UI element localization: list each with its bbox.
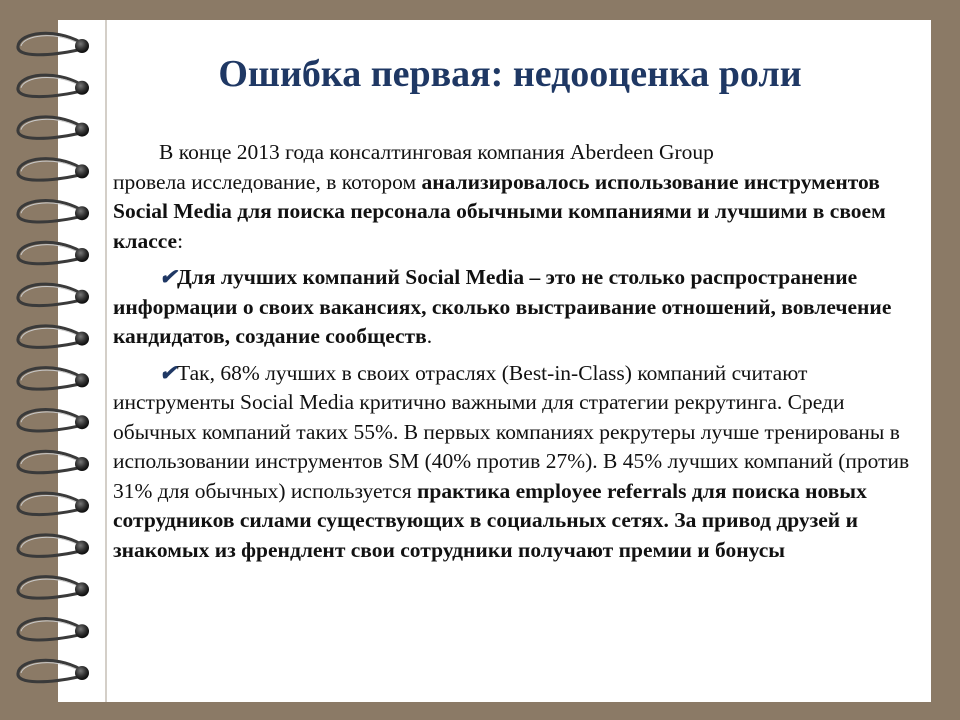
binding-hole — [75, 164, 89, 178]
slide-body — [113, 138, 913, 565]
bullet-2-bold: практика employee referrals для поиска новых сотрудников силами существующих в социальных сетях. За привод друзей и знакомых из френдлент свои сотрудники получают премии и бонусы — [113, 478, 867, 562]
bullet-1-end: . — [426, 324, 433, 348]
bullet-2 — [113, 359, 913, 566]
spiral-ring — [18, 326, 80, 347]
intro-line1: В конце 2013 года консалтинговая компания Aberdeen Group — [159, 140, 714, 164]
binding-hole — [75, 499, 89, 513]
spiral-ring — [18, 409, 80, 430]
binding-hole — [75, 457, 89, 471]
spiral-ring — [18, 660, 80, 681]
spiral-ring — [18, 368, 80, 389]
binding-hole — [75, 415, 89, 429]
binding-hole — [75, 582, 89, 596]
spiral-ring — [18, 284, 80, 305]
spiral-ring — [18, 200, 80, 221]
spiral-ring — [18, 577, 80, 598]
binding-hole — [75, 290, 89, 304]
binding-hole — [75, 123, 89, 137]
intro-paragraph — [113, 138, 913, 256]
slide-title: Ошибка первая: недооценка роли — [218, 53, 802, 95]
spiral-ring — [18, 618, 80, 639]
binding-hole — [75, 624, 89, 638]
spiral-ring — [18, 242, 80, 263]
binding-hole — [75, 541, 89, 555]
spiral-ring — [18, 117, 80, 138]
spiral-ring — [18, 75, 80, 96]
intro-end: : — [177, 228, 184, 253]
spiral-ring — [18, 159, 80, 180]
binding-hole — [75, 39, 89, 53]
binding-hole — [75, 666, 89, 680]
checkmark-icon: ✔ — [159, 360, 178, 385]
spiral-ring — [18, 535, 80, 556]
spiral-binding-icon — [0, 0, 110, 720]
bullet-2-text: Так, 68% лучших в своих отраслях (Best-in-Class) компаний считают инструменты Social Media критично важными для стратегии рекрутинга. Среди обычных компаний таких 55%. В первых компаниях рекрутеры лучше тренированы в использовании инструментов SM (40% против 27%). В 45% лучших компаний (против 31% для обычных) используется — [113, 360, 910, 503]
binding-hole — [75, 206, 89, 220]
checkmark-icon: ✔ — [159, 265, 178, 289]
spiral-ring — [18, 493, 80, 514]
binding-hole — [75, 248, 89, 262]
bullet-1 — [113, 263, 913, 352]
bullet-1-bold: Для лучших компаний Social Media – это не столько распространение информации о своих вакансиях, сколько выстраивание отношений, вовлечение кандидатов, создание сообществ — [113, 265, 892, 348]
binding-hole — [75, 81, 89, 95]
intro-text: провела исследование, в котором — [113, 169, 422, 194]
intro-bold: анализировалось использование инструментов Social Media для поиска персонала обычными компаниями и лучшими в своем классе — [113, 169, 886, 253]
spiral-ring — [18, 451, 80, 472]
spiral-ring — [18, 33, 80, 54]
binding-hole — [75, 373, 89, 387]
binding-hole — [75, 332, 89, 346]
